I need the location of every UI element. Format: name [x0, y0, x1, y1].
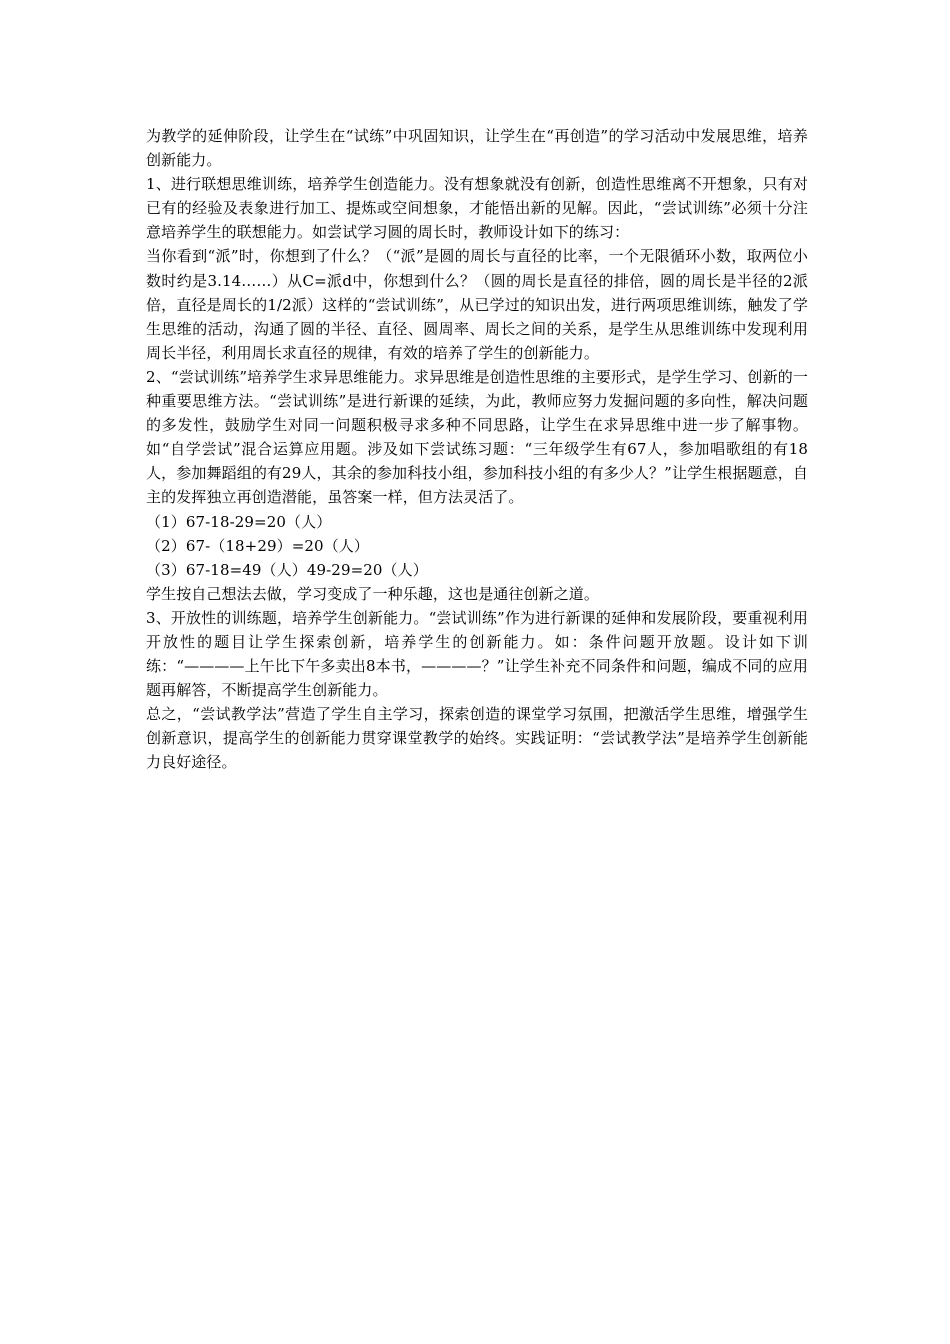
paragraph-section-1-example: 当你看到“派”时，你想到了什么？（“派”是圆的周长与直径的比率，一个无限循环小数，取两位小数时约是3.14……）从C=派d中，你想到什么？（圆的周长是直径的排倍，圆的周长是半径的2派倍，直径是周长的1/2派）这样的“尝试训练”，从已学过的知识出发，进行两项思维训练，触发了学生思维的活动，沟通了圆的半径、直径、圆周率、周长之间的关系，是学生从思维训练中发现利用周长半径，利用周长求直径的规律，有效的培养了学生的创新能力。 [146, 247, 808, 362]
paragraph-section-2-summary: 学生按自己想法去做，学习变成了一种乐趣，这也是通往创新之道。 [146, 584, 600, 603]
paragraph-intro: 为教学的延伸阶段，让学生在“试练”中巩固知识，让学生在“再创造”的学习活动中发展思维，培养创新能力。 [146, 127, 808, 170]
equation-1: （1）67-18-29=20（人） [146, 512, 332, 531]
equation-2: （2）67-（18+29）=20（人） [146, 536, 369, 555]
paragraph-section-3: 3、开放性的训练题，培养学生创新能力。“尝试训练”作为进行新课的延伸和发展阶段，要重视利用开放性的题目让学生探索创新，培养学生的创新能力。如：条件问题开放题。设计如下训练：“————上午比下午多卖出8本书，————？”让学生补充不同条件和问题，编成不同的应用题再解答，不断提高学生创新能力。 [146, 608, 808, 700]
equation-3: （3）67-18=49（人）49-29=20（人） [146, 560, 428, 579]
paragraph-section-1: 1、进行联想思维训练，培养学生创造能力。没有想象就没有创新，创造性思维离不开想象，只有对已有的经验及表象进行加工、提炼或空间想象，才能悟出新的见解。因此，“尝试训练”必须十分注意培养学生的联想能力。如尝试学习圆的周长时，教师设计如下的练习： [146, 175, 808, 242]
document-body [146, 124, 808, 775]
paragraph-section-2: 2、“尝试训练”培养学生求异思维能力。求异思维是创造性思维的主要形式，是学生学习、创新的一种重要思维方法。“尝试训练”是进行新课的延续，为此，教师应努力发掘问题的多向性，解决问题的多发性，鼓励学生对同一问题积极寻求多种不同思路，让学生在求异思维中进一步了解事物。如“自学尝试”混合运算应用题。涉及如下尝试练习题：“三年级学生有67人，参加唱歌组的有18人，参加舞蹈组的有29人，其余的参加科技小组，参加科技小组的有多少人？”让学生根据题意，自主的发挥独立再创造潜能，虽答案一样，但方法灵活了。 [146, 367, 808, 507]
paragraph-conclusion: 总之，“尝试教学法”营造了学生自主学习，探索创造的课堂学习氛围，把激活学生思维，增强学生创新意识，提高学生的创新能力贯穿课堂教学的始终。实践证明：“尝试教学法”是培养学生创新能力良好途径。 [146, 705, 808, 772]
